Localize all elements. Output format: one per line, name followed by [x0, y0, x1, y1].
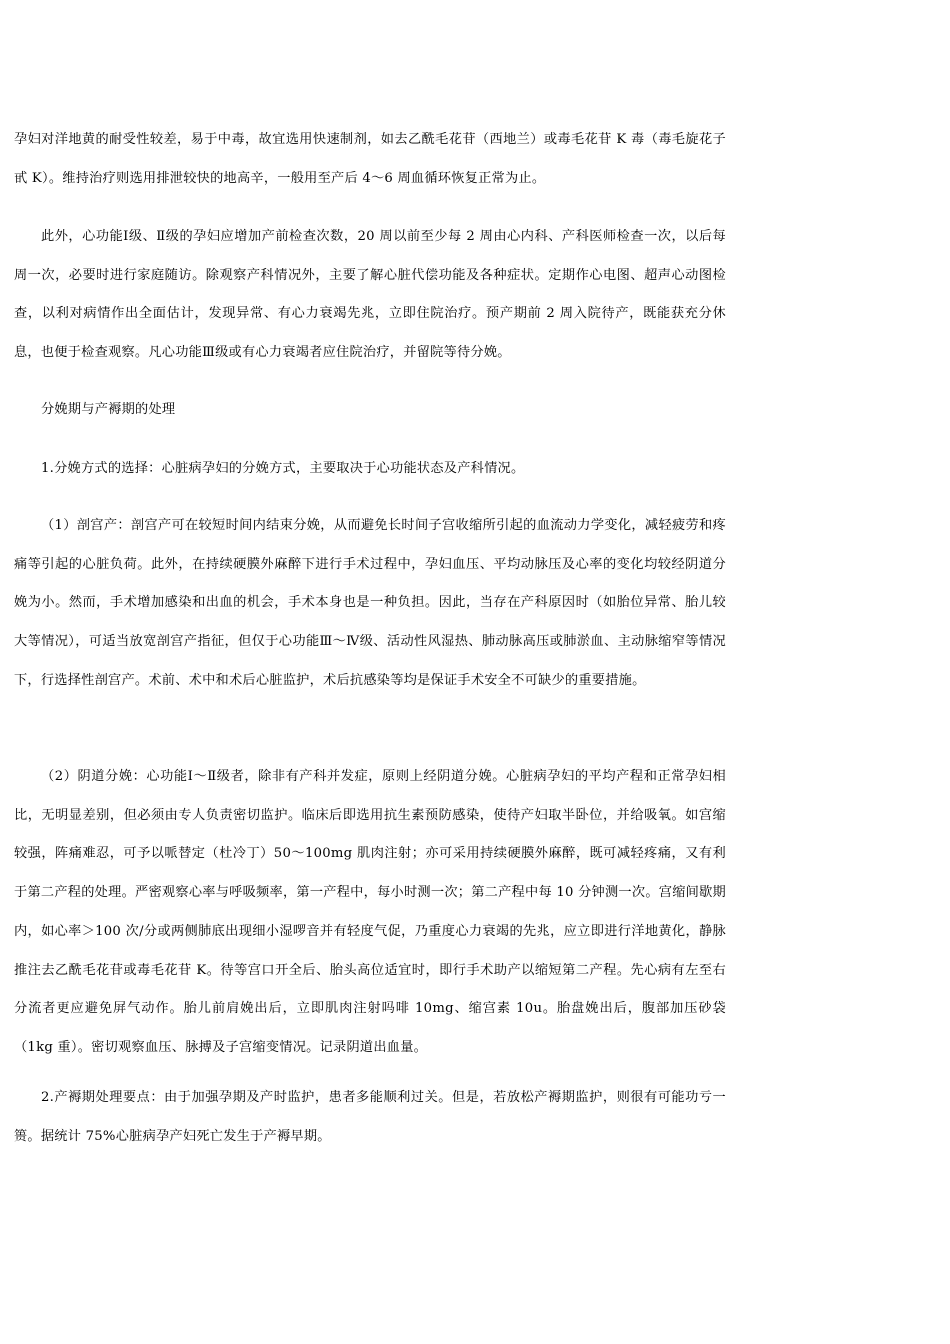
- paragraph-digitalis-choice: 孕妇对洋地黄的耐受性较差，易于中毒，故宜选用快速制剂，如去乙酰毛花苷（西地兰）或毒毛花苷 K 毒（毒毛旋花子甙 K）。维持治疗则选用排泄较快的地高辛，一般用至产后 4～6 周血循环恢复正常为止。: [14, 132, 726, 186]
- paragraph-puerperium-care: 2.产褥期处理要点：由于加强孕期及产时监护，患者多能顺利过关。但是，若放松产褥期监护，则很有可能功亏一篑。据统计 75%心脏病孕产妇死亡发生于产褥早期。: [14, 1090, 726, 1144]
- paragraph-cesarean-section: （1）剖宫产：剖宫产可在较短时间内结束分娩，从而避免长时间子宫收缩所引起的血流动力学变化，减轻疲劳和疼痛等引起的心脏负荷。此外，在持续硬膜外麻醉下进行手术过程中，孕妇血压、平均动脉压及心率的变化均较经阴道分娩为小。然而，手术增加感染和出血的机会，手术本身也是一种负担。因此，当存在产科原因时（如胎位异常、胎儿较大等情况），可适当放宽剖宫产指征，但仅于心功能Ⅲ～Ⅳ级、活动性风湿热、肺动脉高压或肺淤血、主动脉缩窄等情况下，行选择性剖宫产。术前、术中和术后心脏监护，术后抗感染等均是保证手术安全不可缺少的重要措施。: [14, 518, 726, 688]
- paragraph-vaginal-delivery: （2）阴道分娩：心功能Ⅰ～Ⅱ级者，除非有产科并发症，原则上经阴道分娩。心脏病孕妇的平均产程和正常孕妇相比，无明显差别，但必须由专人负责密切监护。临床后即选用抗生素预防感染，使待产妇取半卧位，并给吸氧。如宫缩较强，阵痛难忍，可予以哌替定（杜冷丁）50～100mg 肌肉注射；亦可采用持续硬膜外麻醉，既可减轻疼痛，又有利于第二产程的处理。严密观察心率与呼吸频率，第一产程中，每小时测一次；第二产程中每 10 分钟测一次。宫缩间歇期内，如心率＞100 次/分或两侧肺底出现细小湿啰音并有轻度气促，乃重度心力衰竭的先兆，应立即进行洋地黄化，静脉推注去乙酰毛花苷或毒毛花苷 K。待等宫口开全后、胎头高位适宜时，即行手术助产以缩短第二产程。先心病有左至右分流者更应避免屏气动作。胎儿前肩娩出后，立即肌肉注射吗啡 10mg、缩宫素 10u。胎盘娩出后，腹部加压砂袋（1kg 重）。密切观察血压、脉搏及子宫缩变情况。记录阴道出血量。: [14, 769, 726, 1055]
- section-heading-delivery-puerperium: 分娩期与产褥期的处理: [41, 402, 176, 417]
- paragraph-delivery-method: 1.分娩方式的选择：心脏病孕妇的分娩方式，主要取决于心功能状态及产科情况。: [41, 461, 525, 476]
- paragraph-prenatal-checkups: 此外，心功能Ⅰ级、Ⅱ级的孕妇应增加产前检查次数，20 周以前至少每 2 周由心内科、产科医师检查一次，以后每周一次，必要时进行家庭随访。除观察产科情况外，主要了解心脏代偿功能及各种症状。定期作心电图、超声心动图检查，以利对病情作出全面估计，发现异常、有心力衰竭先兆，立即住院治疗。预产期前 2 周入院待产，既能获充分休息，也便于检查观察。凡心功能Ⅲ级或有心力衰竭者应住院治疗，并留院等待分娩。: [14, 229, 726, 361]
